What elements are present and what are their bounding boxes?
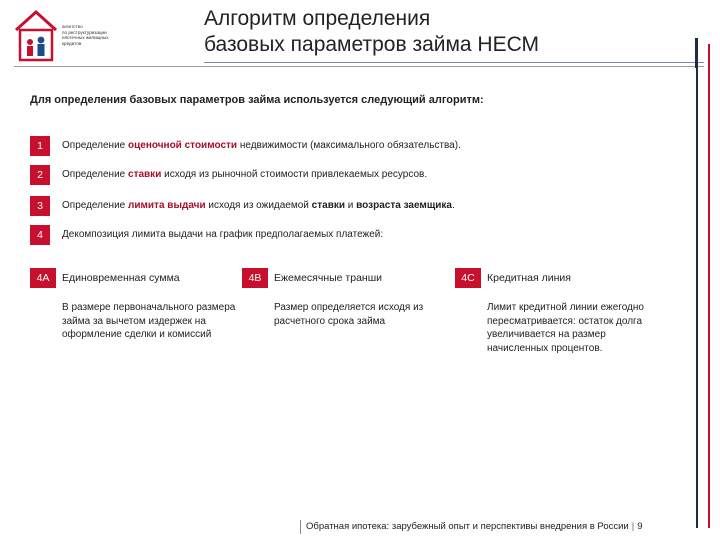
logo-line-1: агентство — [62, 24, 83, 29]
step-text-part: . — [451, 200, 455, 211]
title-underline — [204, 62, 704, 63]
step-highlight: лимита выдачи — [128, 200, 206, 211]
intro-text: Для определения базовых параметров займа используется следующий алгоритм: — [30, 94, 484, 106]
right-accent-bar-top — [695, 38, 698, 68]
step-text: Декомпозиция лимита выдачи на график предполагаемых платежей: — [62, 229, 384, 240]
step-number: 2 — [30, 165, 50, 185]
footer-separator: | — [631, 521, 635, 532]
step-text — [62, 200, 455, 211]
logo-text — [62, 24, 114, 46]
substep-number: 4С — [455, 268, 481, 288]
step-text-part: Определение — [62, 200, 129, 211]
logo-line-4: кредитов — [62, 40, 82, 46]
step-bold: ставки — [311, 200, 345, 211]
page-number: 9 — [637, 521, 643, 532]
step-text-part: исходя из рыночной стоимости привлекаемых ресурсов. — [161, 169, 428, 180]
step-highlight: оценочной стоимости — [128, 140, 238, 151]
step-text-part: Определение — [62, 169, 129, 180]
footer-divider — [300, 520, 301, 534]
title-line-2: базовых параметров займа НЕСМ — [204, 33, 540, 56]
substep-number: 4В — [242, 268, 268, 288]
step-highlight: ставки — [128, 169, 162, 180]
step-text-part: исходя из ожидаемой — [205, 200, 312, 211]
substep-heading: Единовременная сумма — [62, 272, 180, 284]
page-title — [204, 6, 539, 58]
substep-heading: Кредитная линия — [487, 272, 571, 284]
footer-text: Обратная ипотека: зарубежный опыт и перспективы внедрения в России — [306, 521, 629, 532]
logo-line-3: ипотечных жилищных — [62, 35, 109, 41]
footer — [306, 521, 643, 532]
step-bold: возраста заемщика — [356, 200, 452, 211]
step-text-part: недвижимости (максимального обязательства). — [237, 140, 461, 151]
substep-heading: Ежемесячные транши — [274, 272, 383, 284]
substep-number: 4А — [30, 268, 56, 288]
substep-description: Лимит кредитной линии ежегодно пересматривается: остаток долга увеличивается на размер начисленных процентов. — [487, 302, 644, 354]
right-accent-bar-navy — [696, 68, 698, 528]
step-text-part: и — [345, 200, 357, 211]
house-logo-icon — [12, 6, 60, 64]
logo — [12, 6, 112, 68]
substep-description: В размере первоначального размера займа за вычетом издержек на оформление сделки и комиссий — [62, 302, 236, 340]
step-number: 4 — [30, 225, 50, 245]
step-number: 1 — [30, 136, 50, 156]
step-text — [62, 169, 427, 180]
title-line-1: Алгоритм определения — [204, 7, 431, 30]
step-number: 3 — [30, 196, 50, 216]
step-text — [62, 140, 461, 151]
header-divider — [14, 66, 704, 67]
substep-description: Размер определяется исходя из расчетного срока займа — [274, 302, 424, 327]
right-accent-bar-red — [708, 44, 710, 528]
step-text-part: Определение — [62, 140, 129, 151]
logo-line-2: по реструктуризации — [62, 29, 107, 35]
